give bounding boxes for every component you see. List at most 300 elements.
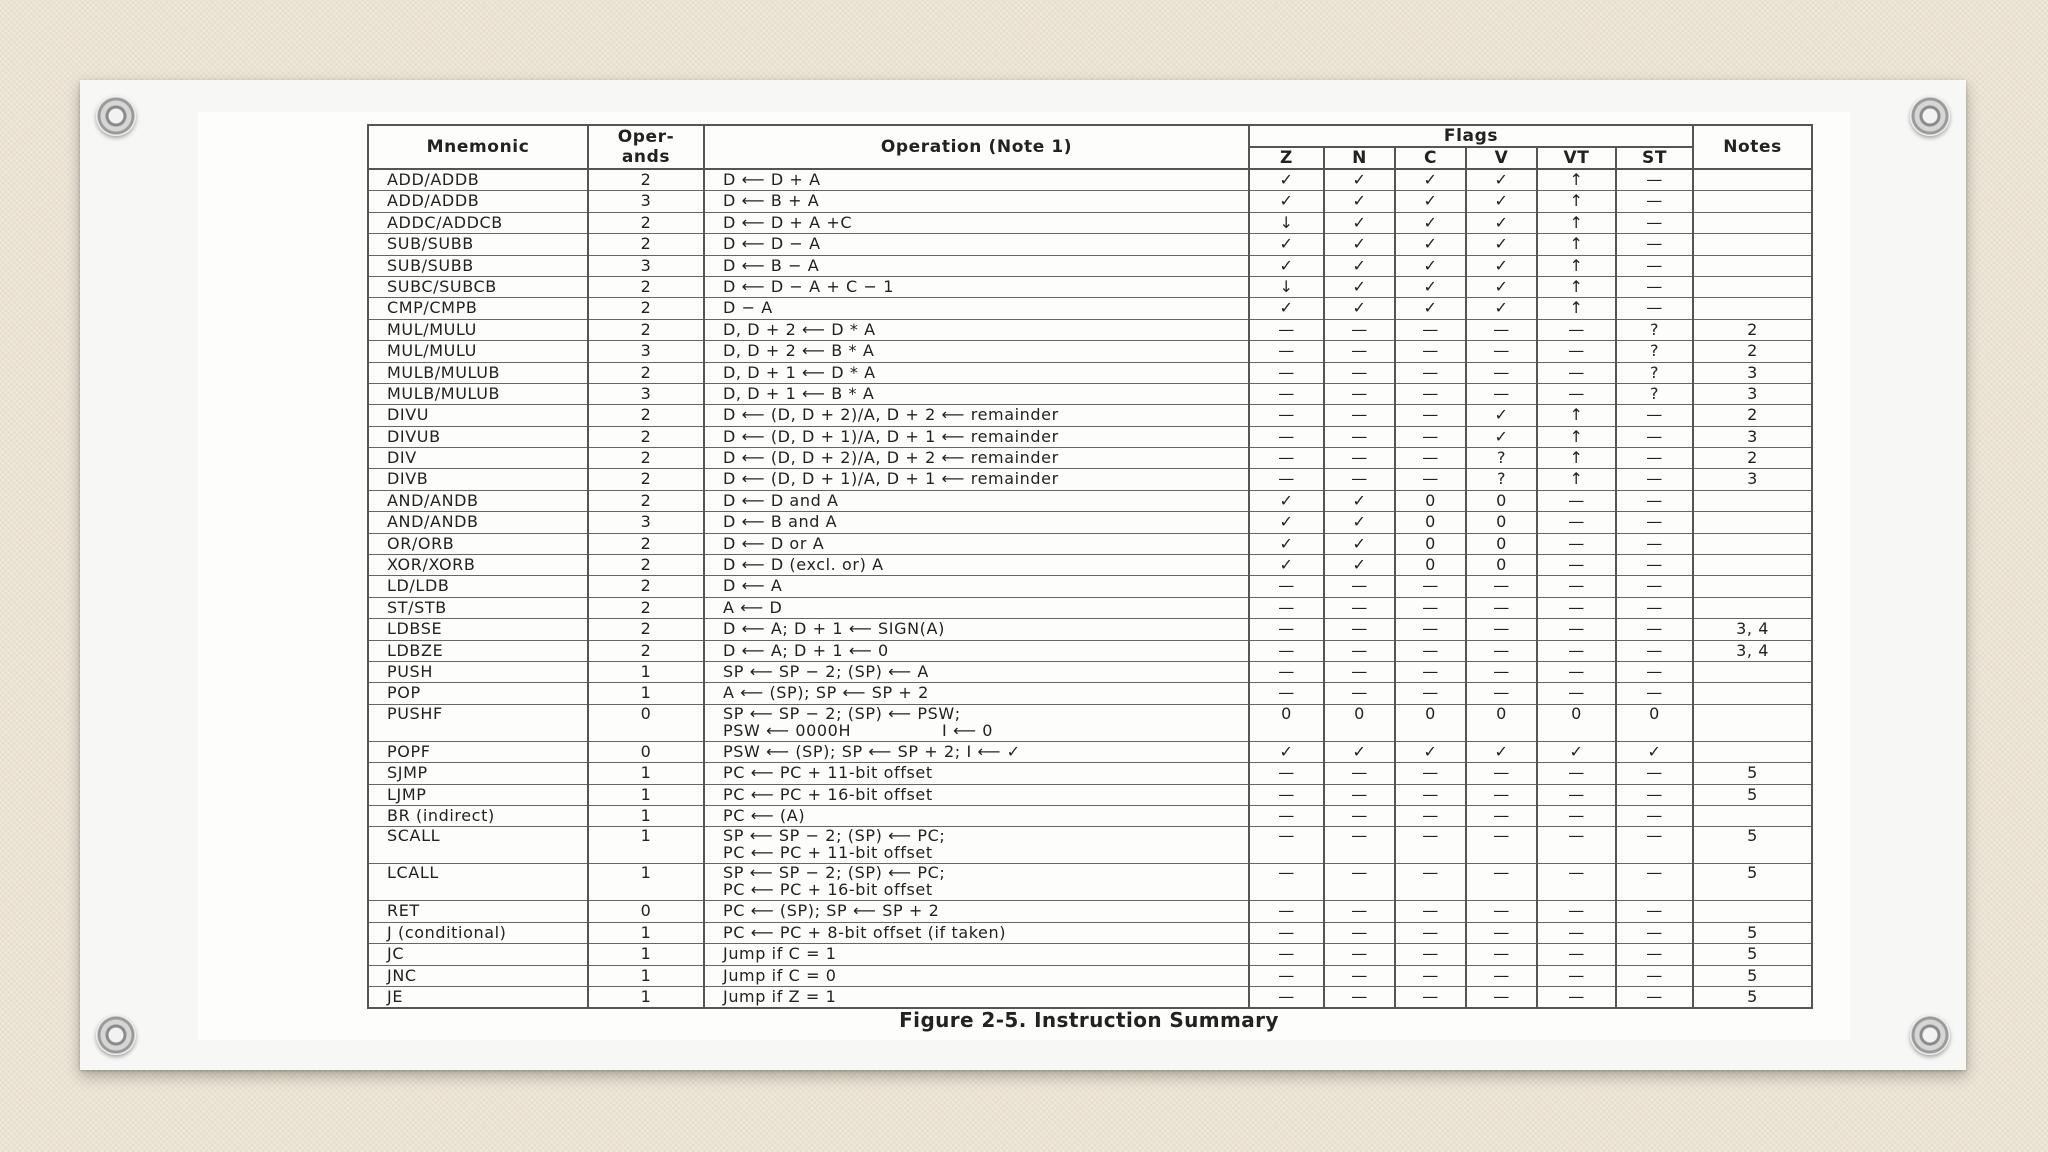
- flag-cell-v: ✓: [1466, 405, 1537, 426]
- flag-cell-c: —: [1395, 448, 1466, 469]
- flag-cell-z: —: [1249, 362, 1324, 383]
- operation-line: A ⟵ (SP); SP ⟵ SP + 2: [723, 683, 929, 703]
- flag-cell-vt: ↑: [1537, 276, 1616, 297]
- operation-cell: [704, 683, 1249, 704]
- flag-cell-st: —: [1616, 426, 1693, 447]
- flag-cell-v: —: [1466, 922, 1537, 943]
- table-row: [368, 763, 1812, 784]
- operation-cell: [704, 827, 1249, 864]
- flag-cell-z: —: [1249, 383, 1324, 404]
- flag-cell-c: ✓: [1395, 741, 1466, 762]
- flag-cell-v: —: [1466, 944, 1537, 965]
- flag-cell-n: —: [1324, 448, 1395, 469]
- notes-cell: 3, 4: [1693, 640, 1812, 661]
- flag-cell-st: —: [1616, 234, 1693, 255]
- flag-cell-st: —: [1616, 864, 1693, 901]
- operation-cell: [704, 640, 1249, 661]
- mnemonic-cell: PUSHF: [368, 704, 588, 741]
- operation-line: D ⟵ D and A: [723, 490, 839, 510]
- flag-cell-c: 0: [1395, 533, 1466, 554]
- operation-cell: [704, 922, 1249, 943]
- table-header: [368, 125, 1812, 169]
- flag-cell-vt: ↑: [1537, 405, 1616, 426]
- flag-cell-c: —: [1395, 805, 1466, 826]
- operands-cell: 1: [588, 661, 704, 682]
- flag-cell-z: 0: [1249, 704, 1324, 741]
- notes-cell: 3, 4: [1693, 619, 1812, 640]
- flag-cell-st: —: [1616, 965, 1693, 986]
- mnemonic-cell: ADD/ADDB: [368, 191, 588, 212]
- mnemonic-cell: DIV: [368, 448, 588, 469]
- mnemonic-cell: MUL/MULU: [368, 319, 588, 340]
- flag-cell-z: —: [1249, 784, 1324, 805]
- flag-cell-vt: —: [1537, 944, 1616, 965]
- table-row: [368, 255, 1812, 276]
- mnemonic-cell: LCALL: [368, 864, 588, 901]
- operation-line: D ⟵ A; D + 1 ⟵ 0: [723, 640, 889, 660]
- operation-line: D ⟵ B + A: [723, 191, 820, 211]
- operands-cell: 2: [588, 597, 704, 618]
- flag-cell-c: —: [1395, 827, 1466, 864]
- notes-cell: [1693, 661, 1812, 682]
- operation-line: D, D + 2 ⟵ D * A: [723, 319, 876, 339]
- table-row: [368, 234, 1812, 255]
- flag-cell-c: ✓: [1395, 169, 1466, 191]
- operands-cell: 3: [588, 191, 704, 212]
- flag-cell-st: —: [1616, 661, 1693, 682]
- flag-cell-c: —: [1395, 469, 1466, 490]
- mnemonic-cell: DIVUB: [368, 426, 588, 447]
- operation-line: SP ⟵ SP − 2; (SP) ⟵ A: [723, 661, 929, 681]
- flag-cell-st: —: [1616, 827, 1693, 864]
- mnemonic-cell: LDBZE: [368, 640, 588, 661]
- notes-cell: 5: [1693, 965, 1812, 986]
- flag-cell-vt: —: [1537, 864, 1616, 901]
- flag-cell-vt: —: [1537, 490, 1616, 511]
- top-right-pin-icon: [1910, 96, 1950, 136]
- operands-cell: 1: [588, 805, 704, 826]
- flag-cell-z: ↓: [1249, 276, 1324, 297]
- flag-cell-c: —: [1395, 383, 1466, 404]
- flag-cell-vt: —: [1537, 619, 1616, 640]
- header-operation: Operation (Note 1): [704, 125, 1249, 169]
- flag-cell-v: —: [1466, 805, 1537, 826]
- operands-cell: 3: [588, 383, 704, 404]
- table-row: [368, 619, 1812, 640]
- table-row: [368, 640, 1812, 661]
- notes-cell: [1693, 576, 1812, 597]
- operands-cell: 2: [588, 576, 704, 597]
- flag-cell-vt: —: [1537, 362, 1616, 383]
- flag-cell-c: —: [1395, 362, 1466, 383]
- notes-cell: [1693, 191, 1812, 212]
- flag-cell-z: ✓: [1249, 512, 1324, 533]
- operation-line: D ⟵ (D, D + 2)/A, D + 2 ⟵ remainder: [723, 448, 1059, 468]
- flag-cell-z: ✓: [1249, 191, 1324, 212]
- operation-line: D, D + 1 ⟵ D * A: [723, 362, 876, 382]
- flag-cell-n: —: [1324, 784, 1395, 805]
- operation-cell: [704, 864, 1249, 901]
- flag-cell-vt: —: [1537, 640, 1616, 661]
- flag-cell-vt: —: [1537, 383, 1616, 404]
- flag-cell-vt: —: [1537, 901, 1616, 922]
- header-notes: Notes: [1693, 125, 1812, 169]
- operation-cell: [704, 741, 1249, 762]
- flag-cell-z: —: [1249, 426, 1324, 447]
- operation-line: Jump if C = 0: [723, 965, 837, 985]
- flag-cell-z: —: [1249, 619, 1324, 640]
- flag-cell-c: 0: [1395, 704, 1466, 741]
- flag-cell-c: —: [1395, 319, 1466, 340]
- flag-cell-n: ✓: [1324, 212, 1395, 233]
- flag-cell-vt: —: [1537, 763, 1616, 784]
- flag-cell-st: —: [1616, 986, 1693, 1008]
- flag-cell-vt: ↑: [1537, 191, 1616, 212]
- operands-cell: 0: [588, 704, 704, 741]
- flag-cell-st: —: [1616, 555, 1693, 576]
- table-row: [368, 490, 1812, 511]
- notes-cell: [1693, 533, 1812, 554]
- notes-cell: 5: [1693, 827, 1812, 864]
- flag-cell-v: —: [1466, 784, 1537, 805]
- flag-cell-c: —: [1395, 619, 1466, 640]
- flag-cell-z: —: [1249, 683, 1324, 704]
- operation-cell: [704, 169, 1249, 191]
- operation-line: D ⟵ D − A: [723, 234, 821, 254]
- flag-cell-c: —: [1395, 576, 1466, 597]
- flag-cell-vt: ↑: [1537, 169, 1616, 191]
- flag-cell-n: —: [1324, 901, 1395, 922]
- flag-cell-st: —: [1616, 298, 1693, 319]
- notes-cell: [1693, 597, 1812, 618]
- flag-cell-vt: —: [1537, 784, 1616, 805]
- flag-cell-c: —: [1395, 661, 1466, 682]
- flag-cell-st: —: [1616, 512, 1693, 533]
- notes-cell: [1693, 255, 1812, 276]
- operation-cell: [704, 533, 1249, 554]
- flag-cell-c: —: [1395, 944, 1466, 965]
- operation-cell: [704, 341, 1249, 362]
- operation-line: D ⟵ D − A + C − 1: [723, 276, 894, 296]
- flag-cell-st: ?: [1616, 341, 1693, 362]
- operands-cell: 1: [588, 683, 704, 704]
- flag-cell-z: —: [1249, 901, 1324, 922]
- operation-line: SP ⟵ SP − 2; (SP) ⟵ PC;: [723, 863, 946, 883]
- notes-cell: 3: [1693, 383, 1812, 404]
- flag-cell-v: —: [1466, 640, 1537, 661]
- operation-line: D ⟵ A: [723, 576, 783, 596]
- notes-cell: 5: [1693, 864, 1812, 901]
- operation-line: SP ⟵ SP − 2; (SP) ⟵ PSW;: [723, 703, 961, 723]
- operation-cell: [704, 986, 1249, 1008]
- flag-cell-z: —: [1249, 448, 1324, 469]
- flag-cell-st: ?: [1616, 319, 1693, 340]
- flag-cell-c: ✓: [1395, 298, 1466, 319]
- flag-cell-c: 0: [1395, 512, 1466, 533]
- operation-cell: [704, 383, 1249, 404]
- operands-cell: 3: [588, 255, 704, 276]
- flag-cell-n: —: [1324, 469, 1395, 490]
- table-row: [368, 212, 1812, 233]
- operation-cell: [704, 448, 1249, 469]
- flag-cell-c: —: [1395, 922, 1466, 943]
- flag-cell-v: ✓: [1466, 298, 1537, 319]
- notes-cell: [1693, 555, 1812, 576]
- operation-cell: [704, 426, 1249, 447]
- flag-cell-c: —: [1395, 597, 1466, 618]
- flag-cell-n: —: [1324, 362, 1395, 383]
- flag-cell-vt: —: [1537, 319, 1616, 340]
- flag-cell-z: ✓: [1249, 298, 1324, 319]
- operation-cell: [704, 661, 1249, 682]
- mnemonic-cell: POP: [368, 683, 588, 704]
- flag-cell-v: —: [1466, 597, 1537, 618]
- operands-cell: 2: [588, 405, 704, 426]
- header-flag-st: ST: [1616, 147, 1693, 169]
- flag-cell-n: ✓: [1324, 169, 1395, 191]
- flag-cell-vt: ↑: [1537, 255, 1616, 276]
- mnemonic-cell: ADD/ADDB: [368, 169, 588, 191]
- table-row: [368, 741, 1812, 762]
- flag-cell-st: —: [1616, 683, 1693, 704]
- operands-cell: 2: [588, 555, 704, 576]
- flag-cell-n: —: [1324, 576, 1395, 597]
- mnemonic-cell: DIVB: [368, 469, 588, 490]
- flag-cell-vt: —: [1537, 922, 1616, 943]
- flag-cell-st: —: [1616, 922, 1693, 943]
- header-flag-c: C: [1395, 147, 1466, 169]
- operation-cell: [704, 212, 1249, 233]
- table-row: [368, 533, 1812, 554]
- flag-cell-st: ✓: [1616, 741, 1693, 762]
- table-row: [368, 383, 1812, 404]
- mnemonic-cell: SUB/SUBB: [368, 255, 588, 276]
- operands-cell: 1: [588, 784, 704, 805]
- flag-cell-st: ?: [1616, 383, 1693, 404]
- operation-line: PC ⟵ (A): [723, 805, 806, 825]
- mnemonic-cell: SUBC/SUBCB: [368, 276, 588, 297]
- flag-cell-vt: —: [1537, 597, 1616, 618]
- table-row: [368, 784, 1812, 805]
- flag-cell-st: 0: [1616, 704, 1693, 741]
- flag-cell-n: ✓: [1324, 490, 1395, 511]
- notes-cell: [1693, 805, 1812, 826]
- notes-cell: 5: [1693, 986, 1812, 1008]
- flag-cell-v: —: [1466, 864, 1537, 901]
- operands-cell: 2: [588, 619, 704, 640]
- operands-cell: 3: [588, 341, 704, 362]
- flag-cell-vt: —: [1537, 986, 1616, 1008]
- header-flag-v: V: [1466, 147, 1537, 169]
- table-row: [368, 362, 1812, 383]
- operation-line-2: PSW ⟵ 0000H I ⟵ 0: [723, 720, 994, 740]
- operation-cell: [704, 965, 1249, 986]
- flag-cell-z: —: [1249, 341, 1324, 362]
- flag-cell-z: —: [1249, 763, 1324, 784]
- operation-cell: [704, 784, 1249, 805]
- flag-cell-z: —: [1249, 805, 1324, 826]
- flag-cell-st: —: [1616, 944, 1693, 965]
- notes-cell: [1693, 298, 1812, 319]
- table-row: [368, 448, 1812, 469]
- notes-cell: 2: [1693, 405, 1812, 426]
- mnemonic-cell: ADDC/ADDCB: [368, 212, 588, 233]
- operands-cell: 1: [588, 864, 704, 901]
- flag-cell-z: ✓: [1249, 741, 1324, 762]
- flag-cell-n: ✓: [1324, 512, 1395, 533]
- flag-cell-n: —: [1324, 426, 1395, 447]
- operands-cell: 2: [588, 640, 704, 661]
- operands-cell: 1: [588, 944, 704, 965]
- table-row: [368, 805, 1812, 826]
- flag-cell-v: —: [1466, 901, 1537, 922]
- mnemonic-cell: SCALL: [368, 827, 588, 864]
- notes-cell: 5: [1693, 784, 1812, 805]
- flag-cell-n: ✓: [1324, 191, 1395, 212]
- operation-cell: [704, 405, 1249, 426]
- flag-cell-n: ✓: [1324, 741, 1395, 762]
- flag-cell-z: —: [1249, 965, 1324, 986]
- flag-cell-v: —: [1466, 827, 1537, 864]
- flag-cell-vt: —: [1537, 805, 1616, 826]
- flag-cell-z: —: [1249, 944, 1324, 965]
- flag-cell-v: —: [1466, 986, 1537, 1008]
- flag-cell-n: —: [1324, 597, 1395, 618]
- flag-cell-st: —: [1616, 901, 1693, 922]
- flag-cell-n: ✓: [1324, 555, 1395, 576]
- header-mnemonic: Mnemonic: [368, 125, 588, 169]
- flag-cell-vt: ↑: [1537, 469, 1616, 490]
- notes-cell: [1693, 704, 1812, 741]
- flag-cell-n: —: [1324, 763, 1395, 784]
- operands-cell: 2: [588, 490, 704, 511]
- notes-cell: [1693, 212, 1812, 233]
- notes-cell: [1693, 741, 1812, 762]
- flag-cell-c: ✓: [1395, 255, 1466, 276]
- flag-cell-vt: 0: [1537, 704, 1616, 741]
- mnemonic-cell: POPF: [368, 741, 588, 762]
- table-row: [368, 922, 1812, 943]
- flag-cell-n: ✓: [1324, 234, 1395, 255]
- mnemonic-cell: MULB/MULUB: [368, 362, 588, 383]
- table-row: [368, 944, 1812, 965]
- flag-cell-vt: —: [1537, 965, 1616, 986]
- flag-cell-vt: —: [1537, 661, 1616, 682]
- header-flag-vt: VT: [1537, 147, 1616, 169]
- mnemonic-cell: DIVU: [368, 405, 588, 426]
- mnemonic-cell: JNC: [368, 965, 588, 986]
- flag-cell-n: —: [1324, 383, 1395, 404]
- operation-line: A ⟵ D: [723, 597, 783, 617]
- instruction-summary-table: [367, 124, 1813, 1009]
- flag-cell-st: —: [1616, 448, 1693, 469]
- table-row: [368, 704, 1812, 741]
- flag-cell-v: —: [1466, 661, 1537, 682]
- operation-line: D ⟵ (D, D + 1)/A, D + 1 ⟵ remainder: [723, 469, 1059, 489]
- flag-cell-st: —: [1616, 169, 1693, 191]
- flag-cell-vt: ↑: [1537, 234, 1616, 255]
- flag-cell-z: —: [1249, 922, 1324, 943]
- operation-line: D − A: [723, 298, 773, 318]
- notes-cell: [1693, 490, 1812, 511]
- flag-cell-v: ✓: [1466, 212, 1537, 233]
- flag-cell-z: —: [1249, 319, 1324, 340]
- mnemonic-cell: XOR/XORB: [368, 555, 588, 576]
- operation-line: D ⟵ (D, D + 1)/A, D + 1 ⟵ remainder: [723, 426, 1059, 446]
- flag-cell-vt: —: [1537, 683, 1616, 704]
- operation-cell: [704, 276, 1249, 297]
- operation-line: D ⟵ D or A: [723, 533, 825, 553]
- flag-cell-vt: —: [1537, 512, 1616, 533]
- flag-cell-v: —: [1466, 965, 1537, 986]
- notes-cell: 2: [1693, 448, 1812, 469]
- operands-cell: 2: [588, 469, 704, 490]
- table-row: [368, 276, 1812, 297]
- flag-cell-n: —: [1324, 619, 1395, 640]
- operation-line: PC ⟵ PC + 8-bit offset (if taken): [723, 922, 1007, 942]
- notes-cell: 2: [1693, 341, 1812, 362]
- table-body: [368, 169, 1812, 1008]
- flag-cell-n: —: [1324, 341, 1395, 362]
- table-row: [368, 469, 1812, 490]
- operation-cell: [704, 319, 1249, 340]
- notes-cell: [1693, 683, 1812, 704]
- flag-cell-st: —: [1616, 640, 1693, 661]
- operation-cell: [704, 234, 1249, 255]
- mnemonic-cell: J (conditional): [368, 922, 588, 943]
- flag-cell-c: 0: [1395, 555, 1466, 576]
- operation-cell: [704, 490, 1249, 511]
- table-row: [368, 576, 1812, 597]
- operation-cell: [704, 362, 1249, 383]
- mnemonic-cell: LD/LDB: [368, 576, 588, 597]
- operation-cell: [704, 576, 1249, 597]
- operation-line: D ⟵ (D, D + 2)/A, D + 2 ⟵ remainder: [723, 405, 1059, 425]
- operation-line: Jump if Z = 1: [723, 986, 837, 1006]
- operands-cell: 1: [588, 986, 704, 1008]
- flag-cell-st: —: [1616, 533, 1693, 554]
- flag-cell-v: —: [1466, 383, 1537, 404]
- operation-cell: [704, 555, 1249, 576]
- table-row: [368, 683, 1812, 704]
- mnemonic-cell: MULB/MULUB: [368, 383, 588, 404]
- notes-cell: [1693, 169, 1812, 191]
- flag-cell-st: —: [1616, 405, 1693, 426]
- flag-cell-v: —: [1466, 319, 1537, 340]
- operation-line: D ⟵ B and A: [723, 512, 838, 532]
- table-row: [368, 426, 1812, 447]
- flag-cell-n: —: [1324, 944, 1395, 965]
- operation-line: D, D + 2 ⟵ B * A: [723, 341, 875, 361]
- operation-cell: [704, 763, 1249, 784]
- flag-cell-c: —: [1395, 901, 1466, 922]
- table-row: [368, 169, 1812, 191]
- flag-cell-c: —: [1395, 640, 1466, 661]
- operands-cell: 2: [588, 362, 704, 383]
- flag-cell-n: ✓: [1324, 276, 1395, 297]
- flag-cell-n: 0: [1324, 704, 1395, 741]
- operands-cell: 2: [588, 276, 704, 297]
- table-row: [368, 901, 1812, 922]
- flag-cell-c: —: [1395, 864, 1466, 901]
- operation-line: PC ⟵ (SP); SP ⟵ SP + 2: [723, 901, 940, 921]
- operation-cell: [704, 805, 1249, 826]
- flag-cell-c: ✓: [1395, 212, 1466, 233]
- flag-cell-c: —: [1395, 683, 1466, 704]
- flag-cell-v: ✓: [1466, 255, 1537, 276]
- flag-cell-vt: —: [1537, 533, 1616, 554]
- mnemonic-cell: ST/STB: [368, 597, 588, 618]
